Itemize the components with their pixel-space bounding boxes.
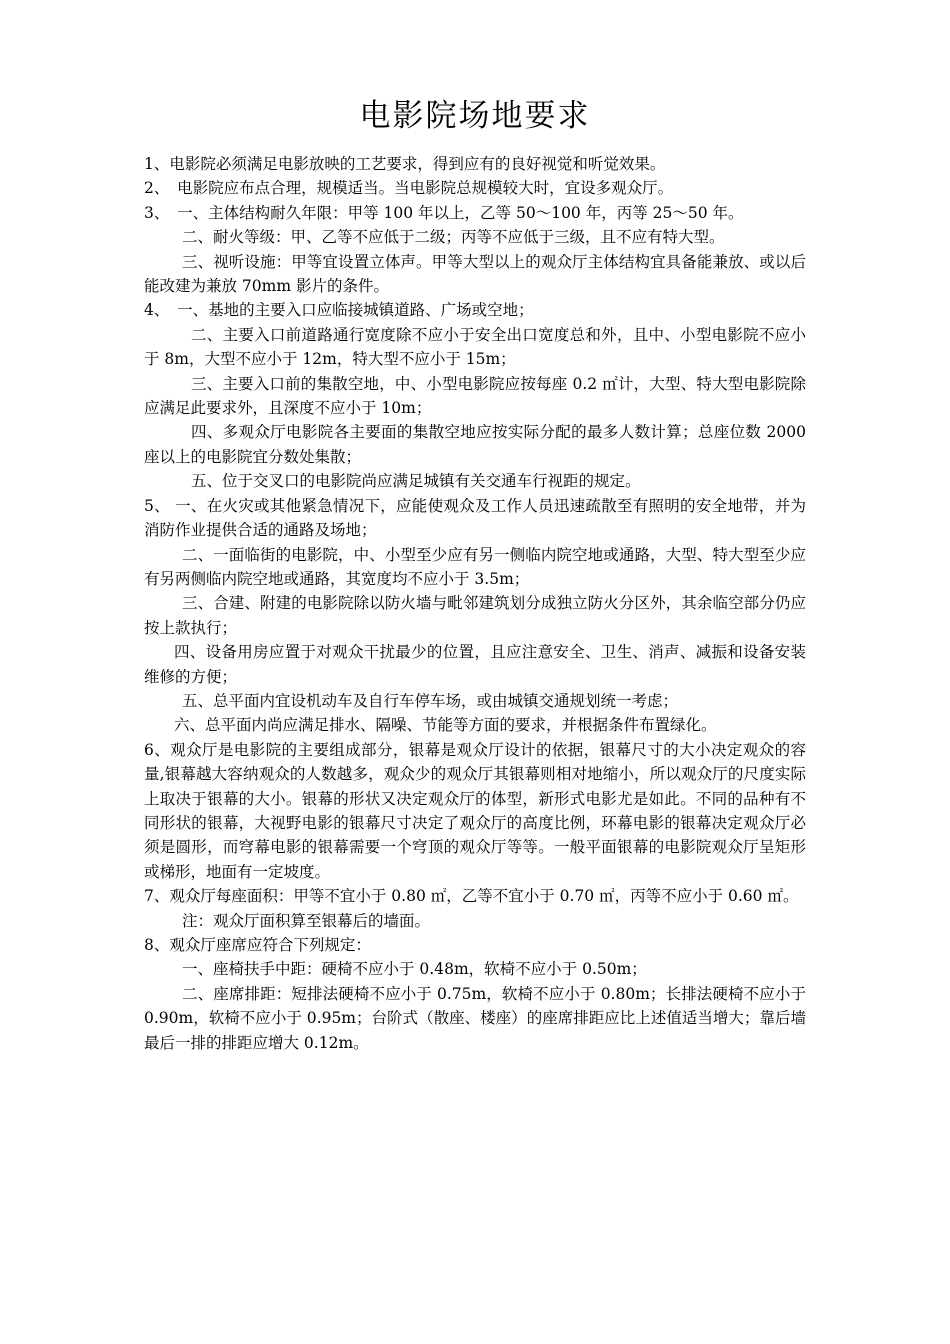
paragraph-3: 3、 一、主体结构耐久年限：甲等 100 年以上，乙等 50～100 年，丙等 25～50 年。 xyxy=(144,203,744,222)
document-title: 电影院场地要求 xyxy=(359,98,591,134)
paragraph-5-4: 四、设备用房应置于对观众干扰最少的位置，且应注意安全、卫生、消声、减振和设备安装维修的方便； xyxy=(144,643,806,686)
paragraph-5: 5、 一、在火灾或其他紧急情况下，应能使观众及工作人员迅速疏散至有照明的安全地带，并为消防作业提供合适的通路及场地； xyxy=(144,496,806,540)
paragraph-3-3: 三、视听设施：甲等宜设置立体声。甲等大型以上的观众厅主体结构宜具备能兼放、或以后能改建为兼放 70mm 影片的条件。 xyxy=(144,252,806,296)
paragraph-8: 8、观众厅座席应符合下列规定： xyxy=(144,936,371,954)
paragraph-7: 7、观众厅每座面积：甲等不宜小于 0.80 ㎡，乙等不宜小于 0.70 ㎡，丙等不应小于 0.60 ㎡。 xyxy=(144,887,799,906)
paragraph-5-6: 六、总平面内尚应满足排水、隔噪、节能等方面的要求，并根据条件布置绿化。 xyxy=(174,716,717,735)
paragraph-8-2: 二、座席排距：短排法硬椅不应小于 0.75m，软椅不应小于 0.80m；长排法硬椅不应小于 0.90m，软椅不应小于 0.95m；台阶式（散座、楼座）的座席排距应比上述值适当增大；靠后墙最后一排的排距应增大 0.12m。 xyxy=(144,984,806,1052)
paragraph-2: 2、 电影院应布点合理，规模适当。当电影院总规模较大时，宜设多观众厅。 xyxy=(144,179,674,198)
paragraph-6: 6、观众厅是电影院的主要组成部分，银幕是观众厅设计的依据，银幕尺寸的大小决定观众的容量,银幕越大容纳观众的人数越多，观众少的观众厅其银幕则相对地缩小，所以观众厅的尺度实际上取决于银幕的大小。银幕的形状又决定观众厅的体型，新形式电影尤是如此。不同的品种有不同形状的银幕，大视野电影的银幕尺寸决定了观众厅的高度比例，环幕电影的银幕决定观众厅必须是圆形，而穹幕电影的银幕需要一个穹顶的观众厅等等。一般平面银幕的电影院观众厅呈矩形或梯形，地面有一定坡度。 xyxy=(144,740,806,881)
paragraph-1: 1、电影院必须满足电影放映的工艺要求，得到应有的良好视觉和听觉效果。 xyxy=(144,155,666,173)
paragraph-5-2: 二、一面临街的电影院，中、小型至少应有另一侧临内院空地或通路，大型、特大型至少应有另两侧临内院空地或通路，其宽度均不应小于 3.5m； xyxy=(144,545,806,588)
paragraph-5-5: 五、总平面内宜设机动车及自行车停车场，或由城镇交通规划统一考虑； xyxy=(182,691,679,710)
paragraph-8-1: 一、座椅扶手中距：硬椅不应小于 0.48m，软椅不应小于 0.50m； xyxy=(182,960,647,979)
paragraph-4-5: 五、位于交叉口的电影院尚应满足城镇有关交通车行视距的规定。 xyxy=(191,472,641,491)
paragraph-4-4: 四、多观众厅电影院各主要面的集散空地应按实际分配的最多人数计算；总座位数 2000 座以上的电影院宜分数处集散； xyxy=(144,423,806,466)
paragraph-5-3: 三、合建、附建的电影院除以防火墙与毗邻建筑划分成独立防火分区外，其余临空部分仍应按上款执行； xyxy=(144,594,806,637)
paragraph-3-2: 二、耐火等级：甲、乙等不应低于二级；丙等不应低于三级，且不应有特大型。 xyxy=(182,228,725,247)
paragraph-4-3: 三、主要入口前的集散空地，中、小型电影院应按每座 0.2 ㎡计，大型、特大型电影院除应满足此要求外，且深度不应小于 10m； xyxy=(144,374,806,418)
paragraph-4: 4、 一、基地的主要入口应临接城镇道路、广场或空地； xyxy=(144,301,534,320)
paragraph-4-2: 二、主要入口前道路通行宽度除不应小于安全出口宽度总和外，且中、小型电影院不应小于 8m，大型不应小于 12m，特大型不应小于 15m； xyxy=(144,325,806,369)
paragraph-7-note: 注：观众厅面积算至银幕后的墙面。 xyxy=(182,911,431,930)
